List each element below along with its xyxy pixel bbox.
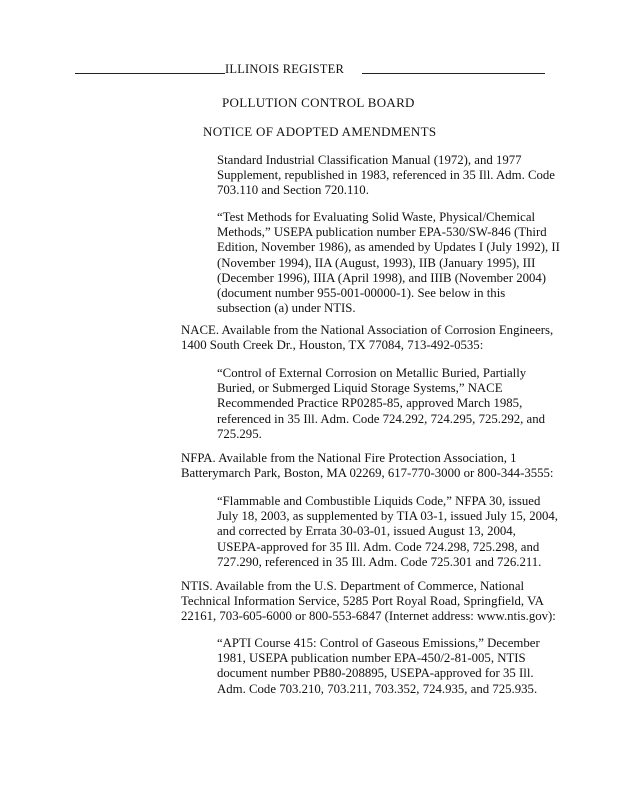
text-line: Buried, or Submerged Liquid Storage Systems,” NACE [217,381,503,396]
text-line: NACE. Available from the National Association of Corrosion Engineers, [181,323,554,337]
text-line: 703.110 and Section 720.110. [217,183,369,198]
text-line: NTIS. Available from the U.S. Department of Commerce, National [181,579,525,593]
board-heading: POLLUTION CONTROL BOARD [222,95,415,110]
text-line: Standard Industrial Classification Manual (1972), and 1977 [217,153,522,167]
text-line: and corrected by Errata 30-03-01, issued August 13, 2004, [217,524,516,539]
text-line: 727.290, referenced in 35 Ill. Adm. Code 725.301 and 726.211. [217,554,542,569]
paragraph-ntis [181,579,556,625]
text-line: USEPA-approved for 35 Ill. Adm. Code 724.298, 725.298, and [217,539,540,554]
paragraph-nace-rp [217,366,545,442]
register-title: ILLINOIS REGISTER [225,62,345,76]
paragraph-nace [181,323,553,353]
header-rule-left [75,73,225,74]
text-line: Recommended Practice RP0285-85, approved March 1985, [217,396,523,411]
text-line: “Test Methods for Evaluating Solid Waste, Physical/Chemical [217,210,536,224]
paragraph-sic-manual [217,153,555,199]
paragraph-nfpa-30 [217,494,558,570]
text-line: 725.295. [217,426,262,441]
paragraph-nfpa [181,451,554,481]
text-line: NFPA. Available from the National Fire Protection Association, 1 [181,451,517,465]
text-line: July 18, 2003, as supplemented by TIA 03-1, issued July 15, 2004, [217,509,558,524]
text-line: document number PB80-208895, USEPA-approved for 35 Ill. [217,666,534,681]
text-line: Technical Information Service, 5285 Port Royal Road, Springfield, VA [181,594,544,609]
paragraph-test-methods [217,210,560,316]
text-line: Methods,” USEPA publication number EPA-530/SW-846 (Third [217,225,547,240]
text-line: subsection (a) under NTIS. [217,301,356,316]
text-line: Batterymarch Park, Boston, MA 02269, 617-770-3000 or 800-344-3555: [181,466,554,481]
notice-heading: NOTICE OF ADOPTED AMENDMENTS [203,124,437,139]
text-line: Edition, November 1986), as amended by Updates I (July 1992), II [217,240,560,255]
text-line: “Control of External Corrosion on Metallic Buried, Partially [217,366,527,380]
text-line: 1400 South Creek Dr., Houston, TX 77084, 713-492-0535: [181,338,484,353]
text-line: referenced in 35 Ill. Adm. Code 724.292, 724.295, 725.292, and [217,411,546,426]
text-line: 1981, USEPA publication number EPA-450/2-81-005, NTIS [217,651,526,666]
text-line: (December 1996), IIIA (April 1998), and IIIB (November 2004) [217,270,547,285]
text-line: 22161, 703-605-6000 or 800-553-6847 (Internet address: www.ntis.gov): [181,609,556,624]
text-line: Adm. Code 703.210, 703.211, 703.352, 724.935, and 725.935. [217,681,538,696]
text-line: “Flammable and Combustible Liquids Code,” NFPA 30, issued [217,494,541,508]
text-line: Supplement, republished in 1983, referenced in 35 Ill. Adm. Code [217,168,555,183]
header-rule-right [362,73,545,74]
text-line: “APTI Course 415: Control of Gaseous Emissions,” December [217,636,540,650]
text-line: (November 1994), IIA (August, 1993), IIB (January 1995), III [217,255,536,270]
paragraph-apti [217,636,540,697]
text-line: (document number 955-001-00000-1). See below in this [217,286,506,301]
